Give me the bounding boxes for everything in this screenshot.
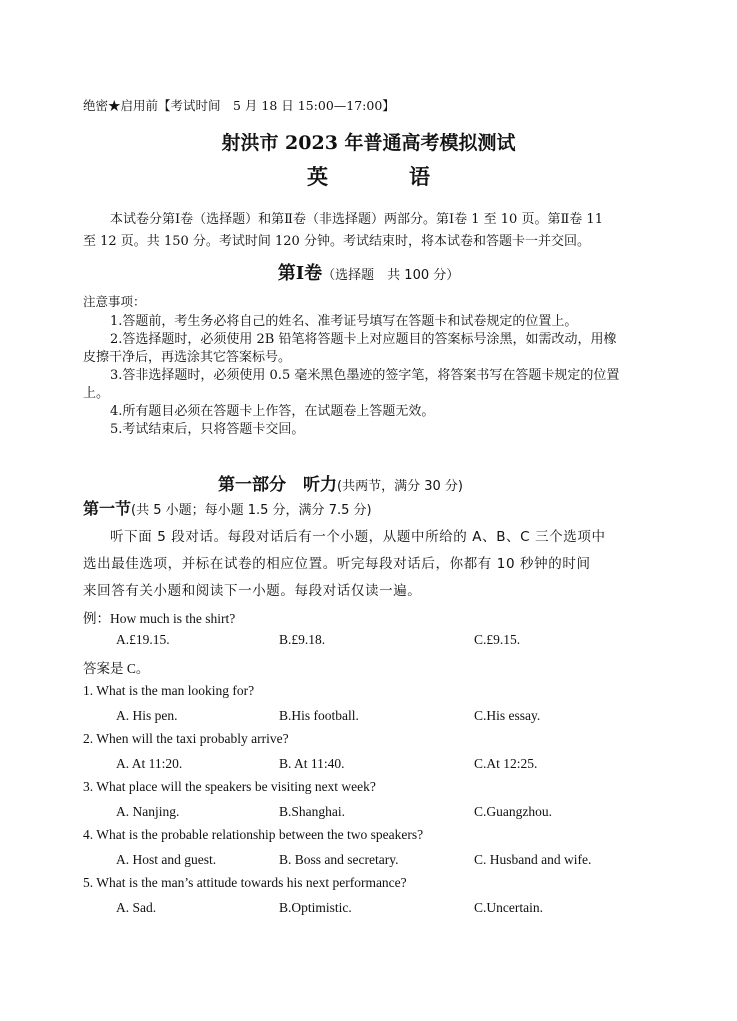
notes-heading: 注意事项： bbox=[83, 294, 146, 309]
option-a: A. At 11:20. bbox=[116, 756, 183, 771]
option-b: B.Shanghai. bbox=[279, 804, 345, 819]
volume1-label: 第Ⅰ卷 bbox=[277, 263, 323, 284]
instruction-line-3: 来回答有关小题和阅读下一小题。每段对话仅读一遍。 bbox=[83, 583, 422, 599]
note-2a: 2.答选择题时，必须使用 2B 铅笔将答题卡上对应题目的答案标号涂黑，如需改动，用橡 bbox=[110, 332, 617, 347]
question-stem: 1. What is the man looking for? bbox=[83, 683, 255, 698]
option-b: B.His football. bbox=[279, 708, 359, 723]
part1-heading bbox=[218, 470, 463, 495]
volume1-heading bbox=[0, 259, 737, 285]
exam-title: 射洪市 2023 年普通高考模拟测试 bbox=[221, 132, 516, 154]
option-c: C.At 12:25. bbox=[474, 756, 538, 771]
example-answer: 答案是 C。 bbox=[83, 661, 150, 676]
option-b: B. At 11:40. bbox=[279, 756, 345, 771]
note-5: 5.考试结束后，只将答题卡交回。 bbox=[110, 422, 305, 437]
note-3a: 3.答非选择题时，必须使用 0.5 毫米黑色墨迹的签字笔，将答案书写在答题卡规定的位置 bbox=[110, 368, 620, 383]
intro-line-2: 至 12 页。共 150 分。考试时间 120 分钟。考试结束时，将本试卷和答题卡一并交回。 bbox=[83, 234, 590, 249]
section1-note: (共 5 小题；每小题 1.5 分，满分 7.5 分) bbox=[131, 503, 372, 518]
example-option-b: B.£9.18. bbox=[279, 632, 326, 647]
instruction-line-1: 听下面 5 段对话。每段对话后有一个小题，从题中所给的 A、B、C 三个选项中 bbox=[110, 529, 606, 545]
option-a: A. Host and guest. bbox=[116, 852, 217, 867]
note-2b: 皮擦干净后，再选涂其它答案标号。 bbox=[83, 350, 292, 365]
volume1-note: （选择题 共 100 分） bbox=[322, 268, 460, 283]
section1-label: 第一节 bbox=[83, 499, 132, 518]
option-c: C.Guangzhou. bbox=[474, 804, 552, 819]
option-c: C.His essay. bbox=[474, 708, 541, 723]
note-4: 4.所有题目必须在答题卡上作答，在试题卷上答题无效。 bbox=[110, 404, 435, 419]
question-stem: 2. When will the taxi probably arrive? bbox=[83, 731, 289, 746]
note-3b: 上。 bbox=[83, 386, 110, 401]
option-c: C. Husband and wife. bbox=[474, 852, 592, 867]
subject-title: 英 语 bbox=[307, 164, 460, 189]
example-prompt: 例：How much is the shirt? bbox=[83, 611, 236, 626]
intro-line-1: 本试卷分第Ⅰ卷（选择题）和第Ⅱ卷（非选择题）两部分。第Ⅰ卷 1 至 10 页。第Ⅱ卷 11 bbox=[110, 212, 603, 227]
section1-heading bbox=[83, 496, 372, 519]
question-stem: 3. What place will the speakers be visiting next week? bbox=[83, 779, 376, 794]
part1-label: 第一部分 听力 bbox=[218, 475, 337, 495]
instruction-line-2: 选出最佳选项，并标在试卷的相应位置。听完每段对话后，你都有 10 秒钟的时间 bbox=[83, 556, 591, 572]
option-b: B. Boss and secretary. bbox=[279, 852, 399, 867]
question-stem: 5. What is the man’s attitude towards his next performance? bbox=[83, 875, 407, 890]
option-a: A. Nanjing. bbox=[116, 804, 180, 819]
example-option-c: C.£9.15. bbox=[474, 632, 521, 647]
option-a: A. Sad. bbox=[116, 900, 157, 915]
example-option-a: A.£19.15. bbox=[116, 632, 170, 647]
confidential-header: 绝密★启用前【考试时间 5 月 18 日 15:00—17:00】 bbox=[83, 98, 395, 113]
part1-note: (共两节，满分 30 分) bbox=[337, 479, 463, 494]
option-a: A. His pen. bbox=[116, 708, 178, 723]
note-1: 1.答题前，考生务必将自己的姓名、准考证号填写在答题卡和试卷规定的位置上。 bbox=[110, 314, 578, 329]
question-stem: 4. What is the probable relationship between the two speakers? bbox=[83, 827, 424, 842]
option-b: B.Optimistic. bbox=[279, 900, 352, 915]
option-c: C.Uncertain. bbox=[474, 900, 543, 915]
